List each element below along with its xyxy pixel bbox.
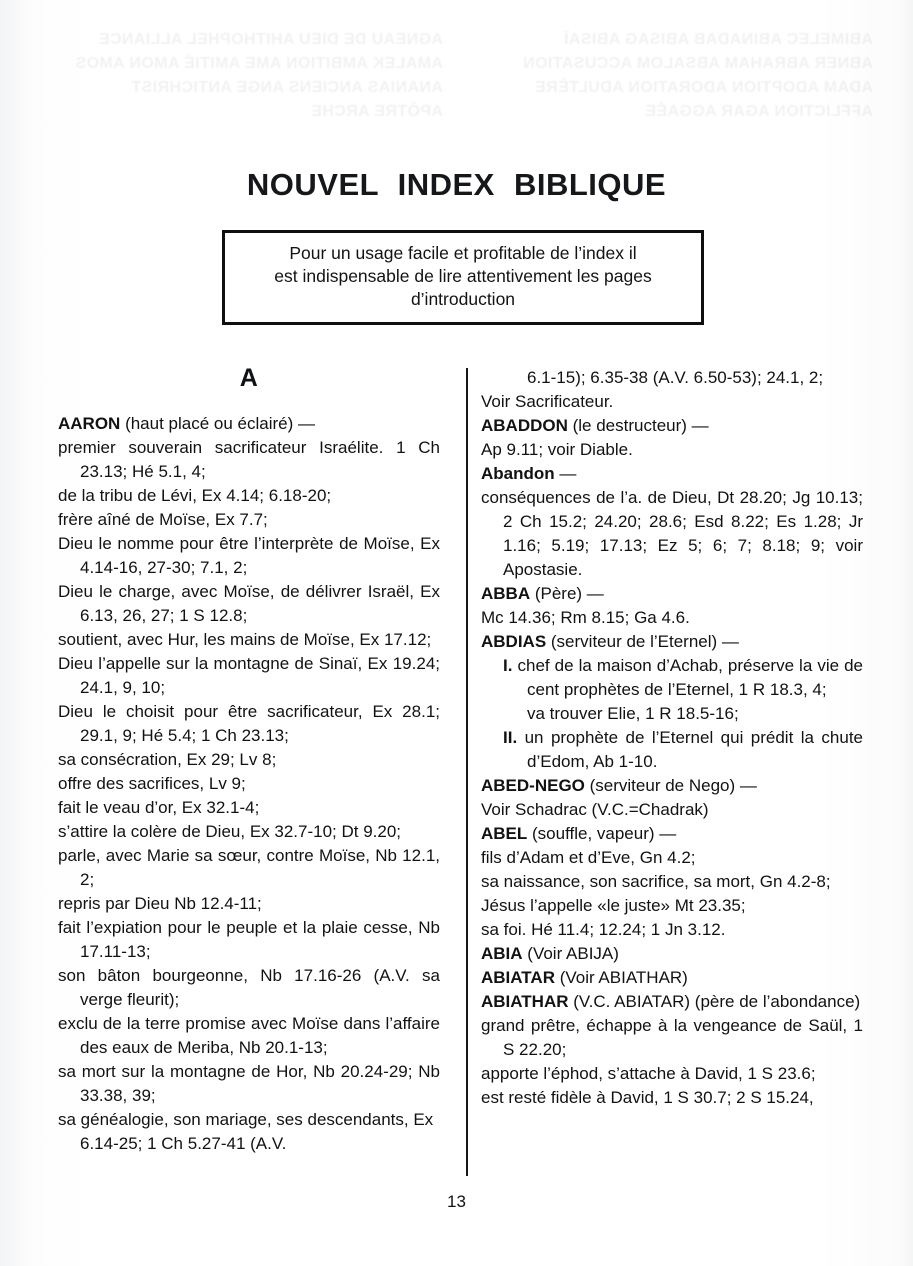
index-entry bbox=[58, 1060, 440, 1108]
index-entry bbox=[58, 748, 440, 772]
entry-text: (V.C. ABIATAR) (père de l’abondance) bbox=[568, 992, 861, 1011]
index-entry bbox=[481, 990, 863, 1014]
entry-headword: ABADDON bbox=[481, 416, 568, 435]
index-entry bbox=[481, 1086, 863, 1110]
entry-text: Voir Sacrificateur. bbox=[481, 392, 614, 411]
index-entry bbox=[481, 942, 863, 966]
index-entry bbox=[58, 772, 440, 796]
page-number: 13 bbox=[447, 1192, 466, 1211]
right-column bbox=[481, 366, 863, 1110]
entry-text: Mc 14.36; Rm 8.15; Ga 4.6. bbox=[481, 608, 690, 627]
index-entry bbox=[58, 892, 440, 916]
entry-text: (le destructeur) — bbox=[567, 416, 709, 435]
introduction-notice-box bbox=[222, 230, 704, 325]
entry-headword: ABIATHAR bbox=[481, 992, 569, 1011]
entry-headword: ABIATAR bbox=[481, 968, 555, 987]
index-entry bbox=[481, 822, 863, 846]
index-entry bbox=[58, 652, 440, 700]
index-entry bbox=[481, 414, 863, 438]
entry-text: Jésus l’appelle «le juste» Mt 23.35; bbox=[481, 896, 746, 915]
index-entry bbox=[481, 774, 863, 798]
right-column-entries bbox=[481, 366, 863, 1110]
index-entry bbox=[481, 870, 863, 894]
entry-text: (Voir ABIATHAR) bbox=[554, 968, 688, 987]
index-entry bbox=[481, 1062, 863, 1086]
entry-text: son bâton bourgeonne, Nb 17.16-26 (A.V. sa verge fleurit); bbox=[58, 966, 440, 1009]
entry-headword: ABBA bbox=[481, 584, 531, 603]
entry-text: (souffle, vapeur) — bbox=[527, 824, 677, 843]
index-entry bbox=[481, 630, 863, 654]
index-entry bbox=[58, 916, 440, 964]
entry-text: sa mort sur la montagne de Hor, Nb 20.24-29; Nb 33.38, 39; bbox=[58, 1062, 440, 1105]
index-entry bbox=[481, 798, 863, 822]
entry-text: grand prêtre, échappe à la vengeance de Saül, 1 S 22.20; bbox=[481, 1016, 863, 1059]
entry-text: Dieu le charge, avec Moïse, de délivrer Israël, Ex 6.13, 26, 27; 1 S 12.8; bbox=[58, 582, 440, 625]
entry-text: sa consécration, Ex 29; Lv 8; bbox=[58, 750, 277, 769]
entry-text: 6.1-15); 6.35-38 (A.V. 6.50-53); 24.1, 2; bbox=[527, 368, 824, 387]
index-entry bbox=[58, 964, 440, 1012]
index-entry bbox=[481, 894, 863, 918]
index-entry bbox=[58, 412, 440, 436]
entry-text: fait l’expiation pour le peuple et la plaie cesse, Nb 17.11-13; bbox=[58, 918, 440, 961]
entry-text: Dieu le choisit pour être sacrificateur, Ex 28.1; 29.1, 9; Hé 5.4; 1 Ch 23.13; bbox=[58, 702, 440, 745]
column-divider-rule bbox=[466, 368, 468, 1176]
entry-headword: ABDIAS bbox=[481, 632, 547, 651]
entry-text: — bbox=[554, 464, 577, 483]
index-entry bbox=[58, 1012, 440, 1060]
index-entry bbox=[481, 966, 863, 990]
index-entry bbox=[58, 628, 440, 652]
index-entry bbox=[481, 390, 863, 414]
index-entry bbox=[58, 436, 440, 484]
index-entry bbox=[481, 846, 863, 870]
notice-line-3: d’introduction bbox=[410, 289, 516, 309]
index-entry bbox=[481, 366, 863, 390]
notice-line-1: Pour un usage facile et profitable de l’index il bbox=[289, 243, 637, 263]
entry-text: (Voir ABIJA) bbox=[522, 944, 619, 963]
entry-text: sa foi. Hé 11.4; 12.24; 1 Jn 3.12. bbox=[481, 920, 726, 939]
index-entry bbox=[58, 580, 440, 628]
entry-text: repris par Dieu Nb 12.4-11; bbox=[58, 894, 262, 913]
entry-text: conséquences de l’a. de Dieu, Dt 28.20; Jg 10.13; 2 Ch 15.2; 24.20; 28.6; Esd 8.22; Es 1.28; Jr 1.16; 5.19; 17.13; Ez 5; 6; 7; 8.18; 9; voir Apostasie. bbox=[481, 488, 863, 579]
index-entry bbox=[481, 582, 863, 606]
index-entry bbox=[481, 726, 863, 774]
entry-headword: AARON bbox=[58, 414, 121, 433]
entry-headword: ABEL bbox=[481, 824, 528, 843]
entry-headword: Abandon bbox=[481, 464, 555, 483]
index-entry bbox=[58, 532, 440, 580]
left-column bbox=[58, 366, 440, 1156]
entry-roman-numeral: II. bbox=[503, 728, 518, 747]
entry-text: de la tribu de Lévi, Ex 4.14; 6.18-20; bbox=[58, 486, 332, 505]
index-entry bbox=[58, 844, 440, 892]
index-entry bbox=[58, 796, 440, 820]
left-column-entries bbox=[58, 412, 440, 1156]
entry-text: s’attire la colère de Dieu, Ex 32.7-10; Dt 9.20; bbox=[58, 822, 402, 841]
entry-text: offre des sacrifices, Lv 9; bbox=[58, 774, 246, 793]
index-entry bbox=[481, 486, 863, 582]
entry-text: (serviteur de Nego) — bbox=[584, 776, 757, 795]
entry-text: (Père) — bbox=[530, 584, 604, 603]
index-entry bbox=[58, 508, 440, 532]
index-entry bbox=[481, 702, 863, 726]
entry-text: va trouver Elie, 1 R 18.5-16; bbox=[527, 704, 739, 723]
index-entry bbox=[481, 1014, 863, 1062]
index-entry bbox=[58, 700, 440, 748]
entry-text: sa généalogie, son mariage, ses descendants, Ex 6.14-25; 1 Ch 5.27-41 (A.V. bbox=[58, 1110, 434, 1153]
index-entry bbox=[481, 654, 863, 702]
entry-headword: ABIA bbox=[481, 944, 523, 963]
entry-text: sa naissance, son sacrifice, sa mort, Gn 4.2-8; bbox=[481, 872, 831, 891]
entry-text: soutient, avec Hur, les mains de Moïse, Ex 17.12; bbox=[58, 630, 432, 649]
entry-text: un prophète de l’Eternel qui prédit la chute d’Edom, Ab 1-10. bbox=[517, 728, 863, 771]
entry-text: fait le veau d’or, Ex 32.1-4; bbox=[58, 798, 260, 817]
entry-text: chef de la maison d’Achab, préserve la vie de cent prophètes de l’Eternel, 1 R 18.3, 4; bbox=[512, 656, 863, 699]
index-entry bbox=[481, 918, 863, 942]
entry-text: apporte l’éphod, s’attache à David, 1 S 23.6; bbox=[481, 1064, 816, 1083]
entry-text: frère aîné de Moïse, Ex 7.7; bbox=[58, 510, 268, 529]
notice-line-2: est indispensable de lire attentivement les pages bbox=[274, 266, 652, 286]
page-title: NOUVEL INDEX BIBLIQUE bbox=[246, 166, 667, 202]
letter-section-heading: A bbox=[239, 364, 259, 392]
reverse-page-showthrough: ABIMELEC ABINADAB ABISAG ABISAÏ ABNER ABRAHAM ABSALOM ACCUSATION ADAM ADOPTION ADORATION ADULTÈRE AFFLICTION AGAR AGGAÉE AGNEAU DE DIEU AHITHOPHEL ALLIANCE AMALEK AMBITION AME AMITIÉ AMON AMOS ANANIAS ANCIENS ANGE ANTICHRIST APÔTRE ARCHE bbox=[75, 31, 873, 120]
entry-text: exclu de la terre promise avec Moïse dans l’affaire des eaux de Meriba, Nb 20.1-13; bbox=[58, 1014, 440, 1057]
entry-text: Dieu l’appelle sur la montagne de Sinaï, Ex 19.24; 24.1, 9, 10; bbox=[58, 654, 440, 697]
index-entry bbox=[481, 438, 863, 462]
index-entry bbox=[481, 462, 863, 486]
entry-text: fils d’Adam et d’Eve, Gn 4.2; bbox=[481, 848, 696, 867]
entry-roman-numeral: I. bbox=[503, 656, 513, 675]
entry-text: Ap 9.11; voir Diable. bbox=[481, 440, 633, 459]
entry-text: (serviteur de l’Eternel) — bbox=[546, 632, 739, 651]
entry-text: Voir Schadrac (V.C.=Chadrak) bbox=[481, 800, 709, 819]
entry-text: est resté fidèle à David, 1 S 30.7; 2 S 15.24, bbox=[481, 1088, 814, 1107]
entry-text: (haut placé ou éclairé) — bbox=[120, 414, 315, 433]
index-entry bbox=[58, 1108, 440, 1156]
entry-headword: ABED-NEGO bbox=[481, 776, 585, 795]
index-entry bbox=[481, 606, 863, 630]
index-entry bbox=[58, 820, 440, 844]
entry-text: parle, avec Marie sa sœur, contre Moïse, Nb 12.1, 2; bbox=[58, 846, 440, 889]
entry-text: Dieu le nomme pour être l’interprète de Moïse, Ex 4.14-16, 27-30; 7.1, 2; bbox=[58, 534, 440, 577]
index-entry bbox=[58, 484, 440, 508]
entry-text: premier souverain sacrificateur Israélite. 1 Ch 23.13; Hé 5.1, 4; bbox=[58, 438, 440, 481]
